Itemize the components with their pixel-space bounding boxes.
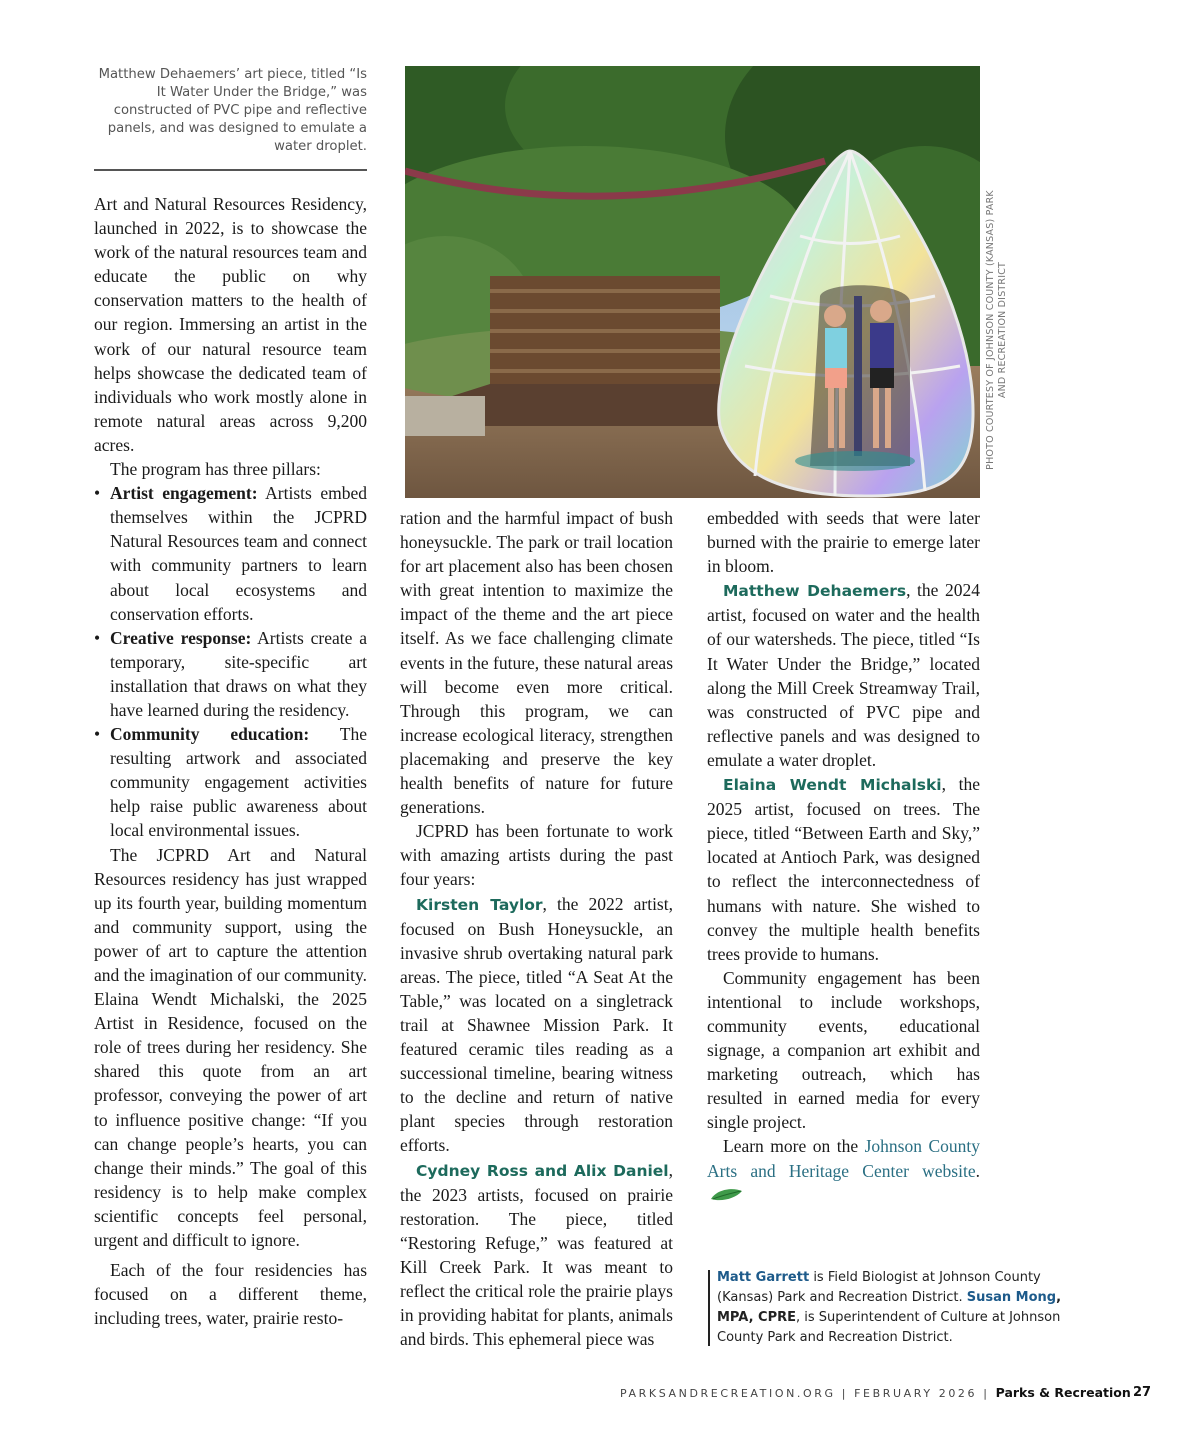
author-bio [717, 1268, 1097, 1348]
footer-site-date: PARKSANDRECREATION.ORG | FEBRUARY 2026 | [620, 1387, 996, 1400]
paragraph-text: Learn more on the [723, 1136, 865, 1157]
credit-line: AND RECREATION DISTRICT [997, 261, 1008, 399]
artist-name: Kirsten Taylor [416, 895, 543, 914]
paragraph-text: , the 2023 artists, focused on prairie restoration. The piece, titled “Restoring Refuge,” was featured at Kill Creek Park. It was meant to reflect the critical role the prairie plays in providing habitat for plants, animals and birds. This ephemeral piece was [400, 1159, 673, 1350]
credit-line: PHOTO COURTESY OF JOHNSON COUNTY (KANSAS) PARK [985, 190, 996, 470]
artist-name: Cydney Ross and Alix Daniel [416, 1161, 669, 1180]
paragraph: Community engagement has been intentional to include workshops, community events, educational signage, a companion art exhibit and marketing outreach, which has resulted in earned media for every single project. [707, 967, 980, 1133]
artist-name: Elaina Wendt Michalski [723, 776, 942, 795]
pillar-text: Artists embed themselves within the JCPRD Natural Resources team and connect with community partners to learn about local ecosystems and conservation efforts. [110, 483, 368, 624]
article-column-3 [707, 506, 980, 1207]
paragraph-text: . [975, 1160, 980, 1181]
paragraph-text: , the 2022 artist, focused on Bush Honeysuckle, an invasive shrub overtaking natural park areas. The piece, titled “A Seat At the Table,” was located on a singletrack trail at Shawnee Mission Park. It featured ceramic tiles reading as a successional timeline, bearing witness to the decline and return of native plant species through restoration efforts. [400, 893, 673, 1156]
paragraph: The JCPRD Art and Natural Resources residency has just wrapped up its fourth year, building momentum and community support, using the power of art to capture the attention and the imagination of our community. Elaina Wendt Michalski, the 2025 Artist in Residence, focused on the role of trees during her residency. She shared this quote from an art professor, conveying the power of art to influence positive change: “If you can change people’s hearts, you can change their minds.” The goal of this residency is to help make complex scientific concepts feel personal, urgent and difficult to ignore. [94, 844, 367, 1251]
artist-name: Matthew Dehaemers [723, 582, 907, 601]
bio-text: is Field Biologist at Johnson County (Kansas) Park and Recreation District. [717, 1270, 1041, 1305]
author-credentials: , MPA, CPRE [717, 1290, 1062, 1325]
photo-credit [985, 180, 1009, 480]
pillar-text: Artists create a temporary, site-specific art installation that draws on what they have learned during the residency. [110, 627, 368, 720]
pillar-text: The resulting artwork and associated community engagement activities help raise public awareness about local environmental issues. [110, 724, 367, 841]
pillars-list [94, 481, 367, 842]
paragraph: ration and the harmful impact of bush honeysuckle. The park or trail location for art placement also has been chosen with great intention to maximize the impact of the theme and the art piece itself. As we face challenging climate events in the future, these natural areas will become even more critical. Through this program, we can increase ecological literacy, strengthen placemaking and preserve the key health benefits of nature for future generations. [400, 508, 673, 818]
paragraph [707, 772, 980, 966]
footer-magazine-title: Parks & Recreation [995, 1385, 1131, 1400]
list-item: • Creative response: Artists create a temporary, site-specific art installation that draws on what they have learned during the residency. [94, 627, 368, 720]
bio-text: , is Superintendent of Culture at Johnson County Park and Recreation District. [717, 1310, 1061, 1345]
bio-divider [708, 1270, 710, 1346]
paragraph-text: , the 2024 artist, focused on water and the health of our watersheds. The piece, titled “Is It Water Under the Bridge,” located along the Mill Creek Streamway Trail, was constructed of PVC pipe and reflective panels and was designed to emulate a water droplet. [707, 580, 980, 770]
paragraph: embedded with seeds that were later burned with the prairie to emerge later in bloom. [707, 508, 980, 577]
leaf-end-mark-icon [709, 1187, 743, 1203]
author-name: Matt Garrett [717, 1270, 810, 1285]
paragraph: Art and Natural Resources Residency, launched in 2022, is to showcase the work of the natural resources team and educate the public on why conservation matters to the health of our region. Immersing an artist in the work of our natural resource team helps showcase the dedicated team of individuals who work mostly alone in remote natural areas across 9,200 acres. [94, 194, 367, 455]
arts-heritage-center-link[interactable]: Johnson County Arts and Heritage Center website [707, 1136, 981, 1181]
list-item: • Community education: The resulting artwork and associated community engagement activities help raise public awareness about local environmental issues. [94, 724, 367, 841]
photo-caption: Matthew Dehaemers’ art piece, titled “Is It Water Under the Bridge,” was constructed of PVC pipe and reflective panels, and was designed to emulate a water droplet. [98, 67, 367, 154]
paragraph [707, 578, 980, 772]
paragraph: The program has three pillars: [110, 459, 321, 480]
article-column-2 [400, 506, 673, 1351]
art-installation-photo [405, 66, 980, 498]
caption-divider [94, 169, 367, 171]
pillar-label: Community education: [110, 724, 310, 745]
page-number: 27 [1133, 1385, 1152, 1400]
paragraph [400, 892, 673, 1158]
pillar-label: Creative response: [110, 627, 252, 648]
paragraph-text: , the 2025 artist, focused on trees. The piece, titled “Between Earth and Sky,” located at Antioch Park, was designed to reflect the interconnectedness of humans with nature. She wished to convey the multiple health benefits trees provide to humans. [707, 774, 980, 964]
author-name: Susan Mong [966, 1290, 1057, 1305]
list-item: • Artist engagement: Artists embed themselves within the JCPRD Natural Resources team and connect with community partners to learn about local ecosystems and conservation efforts. [94, 483, 368, 624]
page-footer [620, 1383, 1160, 1403]
paragraph [707, 1134, 980, 1206]
paragraph: JCPRD has been fortunate to work with amazing artists during the past four years: [400, 821, 673, 890]
paragraph: Each of the four residencies has focused on a different theme, including trees, water, prairie resto- [94, 1260, 367, 1329]
paragraph [400, 1158, 673, 1352]
pillar-label: Artist engagement: [110, 483, 258, 504]
article-column-1 [94, 192, 367, 1330]
